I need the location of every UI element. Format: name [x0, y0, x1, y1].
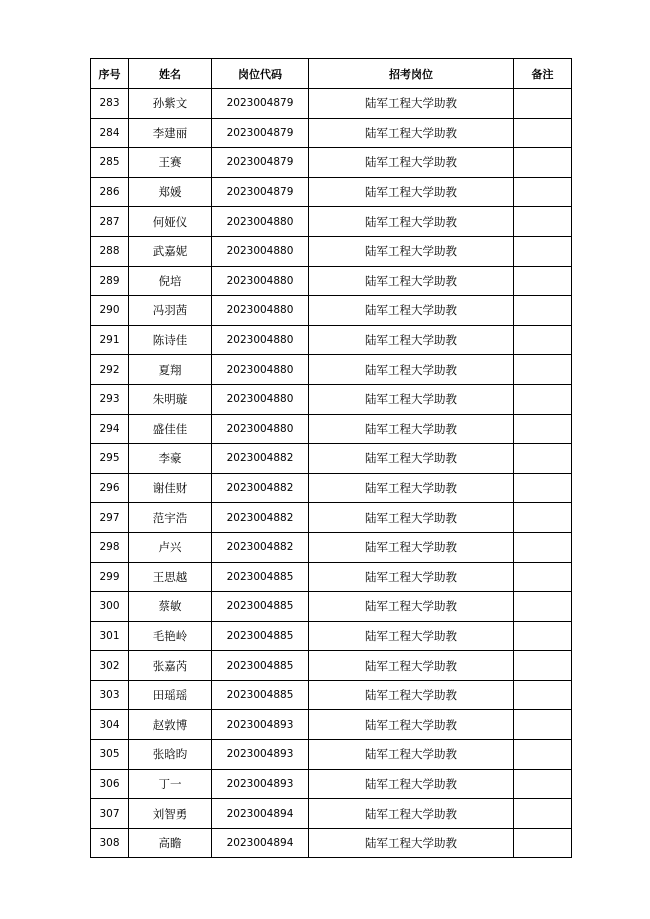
header-name: 姓名 [129, 59, 212, 89]
table-row [91, 266, 572, 296]
cell-note [514, 118, 572, 148]
cell-post: 陆军工程大学助教 [309, 296, 514, 326]
cell-name: 谢佳财 [129, 473, 212, 503]
cell-code: 2023004880 [212, 236, 309, 266]
cell-no: 298 [91, 532, 129, 562]
cell-code: 2023004880 [212, 355, 309, 385]
table-row [91, 562, 572, 592]
cell-note [514, 592, 572, 622]
cell-post: 陆军工程大学助教 [309, 532, 514, 562]
cell-name: 王思越 [129, 562, 212, 592]
cell-note [514, 89, 572, 119]
cell-name: 朱明璇 [129, 384, 212, 414]
cell-no: 307 [91, 799, 129, 829]
cell-code: 2023004879 [212, 148, 309, 178]
cell-code: 2023004880 [212, 207, 309, 237]
cell-code: 2023004893 [212, 740, 309, 770]
table-row [91, 236, 572, 266]
cell-name: 冯羽茜 [129, 296, 212, 326]
cell-code: 2023004879 [212, 177, 309, 207]
cell-post: 陆军工程大学助教 [309, 651, 514, 681]
cell-post: 陆军工程大学助教 [309, 414, 514, 444]
cell-note [514, 769, 572, 799]
cell-no: 295 [91, 444, 129, 474]
cell-code: 2023004880 [212, 325, 309, 355]
cell-no: 286 [91, 177, 129, 207]
cell-no: 283 [91, 89, 129, 119]
cell-no: 293 [91, 384, 129, 414]
cell-code: 2023004893 [212, 710, 309, 740]
header-note: 备注 [514, 59, 572, 89]
cell-no: 301 [91, 621, 129, 651]
cell-note [514, 384, 572, 414]
cell-name: 何娅仪 [129, 207, 212, 237]
table-row [91, 592, 572, 622]
table-row [91, 414, 572, 444]
cell-name: 王赛 [129, 148, 212, 178]
cell-post: 陆军工程大学助教 [309, 592, 514, 622]
table-row [91, 532, 572, 562]
cell-post: 陆军工程大学助教 [309, 562, 514, 592]
cell-no: 308 [91, 828, 129, 858]
cell-note [514, 828, 572, 858]
cell-name: 倪培 [129, 266, 212, 296]
cell-code: 2023004880 [212, 384, 309, 414]
cell-code: 2023004879 [212, 89, 309, 119]
cell-post: 陆军工程大学助教 [309, 828, 514, 858]
table-row [91, 503, 572, 533]
cell-no: 287 [91, 207, 129, 237]
cell-name: 田瑶瑶 [129, 680, 212, 710]
cell-code: 2023004894 [212, 828, 309, 858]
cell-note [514, 414, 572, 444]
table-row [91, 384, 572, 414]
cell-note [514, 148, 572, 178]
cell-no: 285 [91, 148, 129, 178]
cell-code: 2023004880 [212, 266, 309, 296]
cell-note [514, 444, 572, 474]
table-row [91, 651, 572, 681]
cell-note [514, 325, 572, 355]
cell-note [514, 473, 572, 503]
cell-name: 张嘉芮 [129, 651, 212, 681]
table-row [91, 355, 572, 385]
cell-no: 303 [91, 680, 129, 710]
cell-note [514, 710, 572, 740]
header-row [91, 59, 572, 89]
cell-post: 陆军工程大学助教 [309, 503, 514, 533]
cell-note [514, 177, 572, 207]
table-row [91, 177, 572, 207]
cell-post: 陆军工程大学助教 [309, 236, 514, 266]
cell-code: 2023004894 [212, 799, 309, 829]
table-row [91, 473, 572, 503]
cell-name: 李建丽 [129, 118, 212, 148]
table-header [91, 59, 572, 89]
cell-name: 李豪 [129, 444, 212, 474]
table-row [91, 799, 572, 829]
cell-post: 陆军工程大学助教 [309, 769, 514, 799]
table-row [91, 148, 572, 178]
cell-no: 292 [91, 355, 129, 385]
header-post: 招考岗位 [309, 59, 514, 89]
cell-note [514, 621, 572, 651]
cell-post: 陆军工程大学助教 [309, 89, 514, 119]
table-row [91, 680, 572, 710]
cell-note [514, 236, 572, 266]
cell-post: 陆军工程大学助教 [309, 444, 514, 474]
cell-code: 2023004880 [212, 414, 309, 444]
cell-no: 297 [91, 503, 129, 533]
header-code: 岗位代码 [212, 59, 309, 89]
cell-name: 孙紫文 [129, 89, 212, 119]
cell-no: 300 [91, 592, 129, 622]
cell-post: 陆军工程大学助教 [309, 266, 514, 296]
candidate-table [90, 58, 572, 858]
cell-name: 张晗昀 [129, 740, 212, 770]
cell-post: 陆军工程大学助教 [309, 325, 514, 355]
cell-post: 陆军工程大学助教 [309, 384, 514, 414]
cell-note [514, 562, 572, 592]
table-row [91, 325, 572, 355]
cell-name: 刘智勇 [129, 799, 212, 829]
cell-post: 陆军工程大学助教 [309, 118, 514, 148]
table-row [91, 769, 572, 799]
table-row [91, 296, 572, 326]
cell-no: 302 [91, 651, 129, 681]
cell-name: 丁一 [129, 769, 212, 799]
cell-name: 郑媛 [129, 177, 212, 207]
cell-post: 陆军工程大学助教 [309, 740, 514, 770]
cell-post: 陆军工程大学助教 [309, 473, 514, 503]
cell-name: 毛艳岭 [129, 621, 212, 651]
cell-note [514, 355, 572, 385]
cell-name: 范宇浩 [129, 503, 212, 533]
cell-post: 陆军工程大学助教 [309, 355, 514, 385]
cell-no: 294 [91, 414, 129, 444]
table-row [91, 621, 572, 651]
header-no: 序号 [91, 59, 129, 89]
cell-name: 武嘉妮 [129, 236, 212, 266]
cell-code: 2023004885 [212, 592, 309, 622]
cell-post: 陆军工程大学助教 [309, 799, 514, 829]
cell-code: 2023004882 [212, 503, 309, 533]
cell-no: 304 [91, 710, 129, 740]
cell-no: 290 [91, 296, 129, 326]
cell-no: 291 [91, 325, 129, 355]
table-row [91, 118, 572, 148]
cell-no: 299 [91, 562, 129, 592]
cell-post: 陆军工程大学助教 [309, 148, 514, 178]
cell-post: 陆军工程大学助教 [309, 680, 514, 710]
cell-name: 夏翔 [129, 355, 212, 385]
cell-note [514, 799, 572, 829]
cell-no: 306 [91, 769, 129, 799]
cell-code: 2023004885 [212, 562, 309, 592]
cell-no: 305 [91, 740, 129, 770]
table-row [91, 89, 572, 119]
cell-name: 盛佳佳 [129, 414, 212, 444]
cell-note [514, 740, 572, 770]
cell-code: 2023004885 [212, 680, 309, 710]
table-row [91, 207, 572, 237]
table-row [91, 828, 572, 858]
cell-code: 2023004879 [212, 118, 309, 148]
cell-post: 陆军工程大学助教 [309, 621, 514, 651]
cell-name: 高瞻 [129, 828, 212, 858]
cell-note [514, 503, 572, 533]
cell-note [514, 651, 572, 681]
cell-post: 陆军工程大学助教 [309, 710, 514, 740]
cell-code: 2023004885 [212, 651, 309, 681]
cell-note [514, 296, 572, 326]
cell-post: 陆军工程大学助教 [309, 207, 514, 237]
cell-no: 296 [91, 473, 129, 503]
cell-name: 陈诗佳 [129, 325, 212, 355]
cell-code: 2023004882 [212, 473, 309, 503]
table-body [91, 89, 572, 858]
cell-code: 2023004885 [212, 621, 309, 651]
cell-note [514, 680, 572, 710]
cell-no: 284 [91, 118, 129, 148]
cell-post: 陆军工程大学助教 [309, 177, 514, 207]
table-row [91, 740, 572, 770]
cell-code: 2023004893 [212, 769, 309, 799]
cell-no: 288 [91, 236, 129, 266]
cell-name: 蔡敏 [129, 592, 212, 622]
cell-code: 2023004880 [212, 296, 309, 326]
cell-name: 卢兴 [129, 532, 212, 562]
cell-note [514, 207, 572, 237]
cell-no: 289 [91, 266, 129, 296]
table-row [91, 710, 572, 740]
cell-code: 2023004882 [212, 532, 309, 562]
table-row [91, 444, 572, 474]
cell-note [514, 532, 572, 562]
cell-name: 赵敦博 [129, 710, 212, 740]
cell-code: 2023004882 [212, 444, 309, 474]
cell-note [514, 266, 572, 296]
